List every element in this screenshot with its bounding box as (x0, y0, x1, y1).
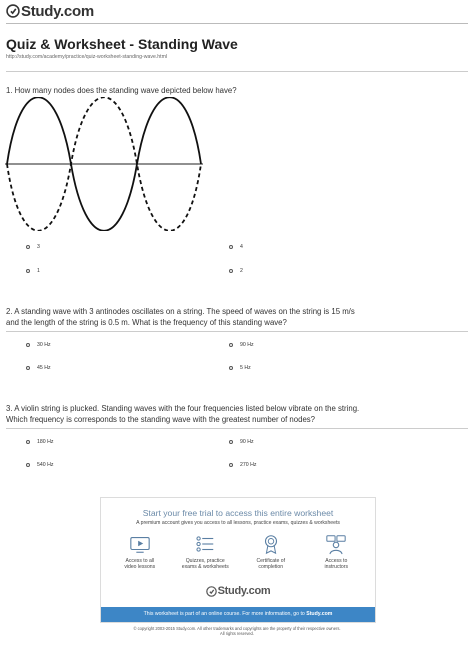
q1-option-c[interactable] (26, 268, 40, 274)
radio-button[interactable] (26, 463, 30, 467)
study-logo[interactable] (6, 3, 94, 19)
option-label: 2 (240, 268, 243, 274)
copyright-notice (0, 626, 474, 636)
video-icon (129, 533, 151, 555)
q2-option-b[interactable] (229, 342, 254, 348)
study-logo-icon (206, 586, 217, 597)
promo-bar-text: This worksheet is part of an online course. For more information, go to (143, 611, 307, 617)
feature-quizzes (174, 533, 236, 585)
q2-option-d[interactable] (229, 365, 251, 371)
option-label: 30 Hz (37, 342, 51, 348)
option-label: 5 Hz (240, 365, 251, 371)
option-label: 90 Hz (240, 439, 254, 445)
radio-button[interactable] (26, 440, 30, 444)
promo-features (107, 533, 369, 585)
feature-certificate (240, 533, 302, 585)
feature-label: exams & worksheets (181, 564, 229, 571)
question-2-text (6, 306, 355, 328)
radio-button[interactable] (26, 343, 30, 347)
q2-option-a[interactable] (26, 342, 51, 348)
feature-label: instructors (324, 564, 348, 571)
question-3-line-1: 3. A violin string is plucked. Standing waves with the four frequencies listed below vibrate on the string. (6, 404, 360, 413)
option-label: 3 (37, 244, 40, 250)
radio-button[interactable] (229, 463, 233, 467)
divider (6, 71, 468, 72)
option-label: 540 Hz (37, 462, 54, 468)
page-title: Quiz & Worksheet - Standing Wave (6, 36, 238, 52)
question-3-line-2: Which frequency is corresponds to the standing wave with the greatest number of nodes? (6, 415, 316, 424)
certificate-icon (260, 533, 282, 555)
option-label: 180 Hz (37, 439, 54, 445)
divider (6, 428, 468, 429)
radio-button[interactable] (26, 269, 30, 273)
q3-option-a[interactable] (26, 439, 53, 445)
radio-button[interactable] (26, 366, 30, 370)
question-3-text (6, 403, 359, 425)
q2-option-c[interactable] (26, 365, 51, 371)
promo-subtitle: A premium account gives you access to all lessons, practice exams, quizzes & worksheets (136, 520, 340, 526)
divider (6, 331, 468, 332)
promo-study-logo (101, 585, 375, 597)
radio-button[interactable] (229, 343, 233, 347)
copyright-line-2: All rights reserved. (220, 631, 254, 636)
radio-button[interactable] (229, 245, 233, 249)
option-label: 90 Hz (240, 342, 254, 348)
question-2-line-1: 2. A standing wave with 3 antinodes oscillates on a string. The speed of waves on the string is 15 m/s (6, 307, 355, 316)
radio-button[interactable] (26, 245, 30, 249)
q3-option-d[interactable] (229, 462, 256, 468)
radio-button[interactable] (229, 269, 233, 273)
feature-label: Access to all (125, 558, 155, 564)
feature-label: Quizzes, practice (185, 558, 225, 564)
standing-wave-diagram (5, 97, 203, 231)
q3-option-b[interactable] (229, 439, 254, 445)
feature-label: video lessons (124, 564, 156, 571)
feature-label: Certificate of (256, 558, 286, 564)
promo-info-bar (101, 607, 375, 622)
checklist-icon (194, 533, 216, 555)
q1-option-d[interactable] (229, 268, 243, 274)
study-logo-text: Study.com (217, 585, 271, 597)
feature-label: Access to (325, 558, 348, 564)
feature-label: completion (258, 564, 284, 571)
question-1-text: 1. How many nodes does the standing wave depicted below have? (6, 86, 237, 95)
page-url[interactable]: http://study.com/academy/practice/quiz-worksheet-standing-wave.html (6, 54, 168, 60)
q1-option-b[interactable] (229, 244, 243, 250)
promo-bar-link[interactable]: Study.com (306, 611, 333, 617)
study-logo-icon (6, 4, 20, 18)
q1-option-a[interactable] (26, 244, 40, 250)
feature-instructors (305, 533, 367, 585)
question-2-line-2: and the length of the string is 0.5 m. What is the frequency of this standing wave? (6, 318, 287, 327)
header-divider (6, 23, 468, 24)
promo-title: Start your free trial to access this entire worksheet (142, 508, 334, 518)
option-label: 45 Hz (37, 365, 51, 371)
instructor-icon (325, 533, 347, 555)
free-trial-promo[interactable] (100, 497, 376, 623)
radio-button[interactable] (229, 366, 233, 370)
q3-option-c[interactable] (26, 462, 53, 468)
radio-button[interactable] (229, 440, 233, 444)
feature-video-lessons (109, 533, 171, 585)
option-label: 270 Hz (240, 462, 257, 468)
option-label: 1 (37, 268, 40, 274)
option-label: 4 (240, 244, 243, 250)
copyright-line-1: © copyright 2003-2015 Study.com. All other trademarks and copyrights are the property of their respective owners. (133, 626, 341, 631)
study-logo-text: Study.com (21, 2, 94, 20)
